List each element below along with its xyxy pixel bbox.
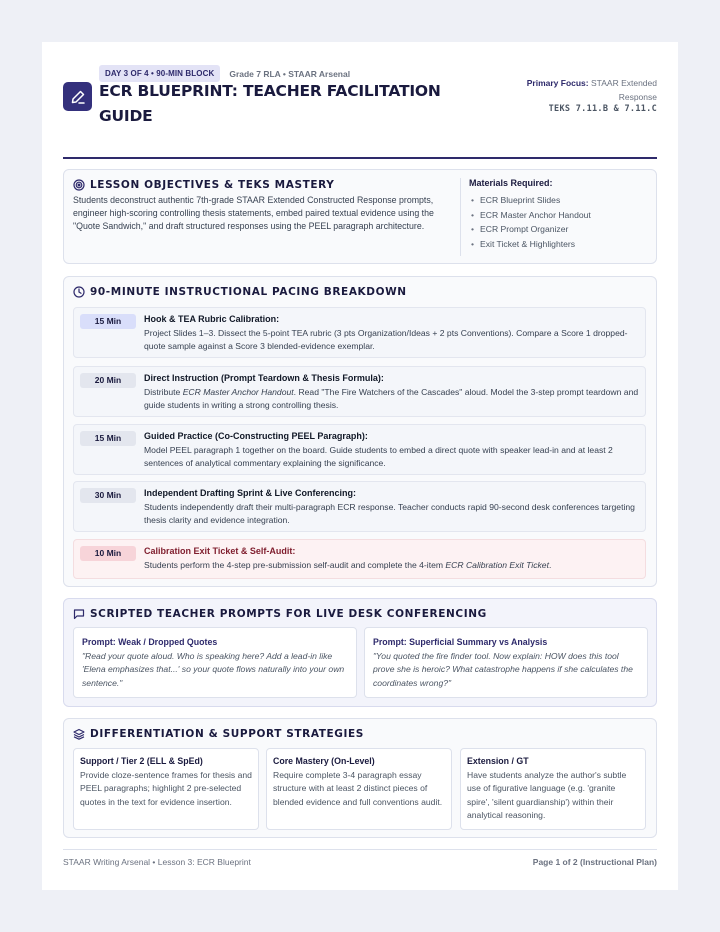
materials-title: Materials Required: [469, 178, 553, 188]
time-badge: 30 Min [80, 488, 136, 503]
time-badge: 15 Min [80, 314, 136, 329]
pen-icon [63, 82, 92, 111]
objectives-heading [73, 179, 451, 191]
pacing-title: 90-MINUTE INSTRUCTIONAL PACING BREAKDOWN [90, 286, 407, 298]
prompt-card [73, 627, 357, 698]
pacing-row-heading: Guided Practice (Co-Constructing PEEL Paragraph): [144, 431, 368, 441]
differentiation-card [63, 718, 657, 838]
page-title: ECR BLUEPRINT: TEACHER FACILITATION GUIDE [99, 82, 441, 125]
differentiation-title: DIFFERENTIATION & SUPPORT STRATEGIES [90, 728, 364, 740]
pacing-text [144, 545, 639, 572]
page-number: Page 1 of 2 (Instructional Plan) [532, 857, 657, 867]
objectives-card [63, 169, 657, 264]
objectives-main [73, 179, 451, 232]
prompts-card [63, 598, 657, 707]
differentiation-heading [73, 728, 364, 740]
layers-icon [73, 728, 85, 740]
teks-code: TEKS 7.11.B & 7.11.C [548, 104, 657, 114]
prompt-quote: "You quoted the fire finder tool. Now explain: HOW does this tool prove she is heroic? What catastrophe happens if she calculates the coordinates wrong?" [373, 651, 633, 688]
materials-list [469, 193, 648, 252]
materials-panel [460, 178, 648, 256]
strategy-card [73, 748, 259, 830]
pacing-row-body [144, 386, 639, 413]
pacing-row [73, 481, 646, 532]
prompts-title: SCRIPTED TEACHER PROMPTS FOR LIVE DESK CONFERENCING [90, 608, 487, 620]
pacing-text [144, 487, 639, 528]
pacing-row-heading: Direct Instruction (Prompt Teardown & Thesis Formula): [144, 373, 384, 383]
pacing-row [73, 366, 646, 417]
prompt-title: Prompt: Weak / Dropped Quotes [82, 637, 218, 647]
clock-icon [73, 286, 85, 298]
footer-label: STAAR Writing Arsenal • Lesson 3: ECR Blueprint [63, 857, 251, 867]
list-item: • ECR Prompt Organizer [469, 222, 648, 237]
objectives-description: Students deconstruct authentic 7th-grade STAAR Extended Constructed Response prompts, engineer high-scoring controlling thesis statements, embed paired textual evidence using the "Quote Sandwich," and draft structured responses using the PEEL paragraph architecture. [73, 195, 434, 231]
time-badge: 20 Min [80, 373, 136, 388]
strategy-body: Require complete 3-4 paragraph essay structure with at least 2 distinct pieces of blended evidence and full conventions audit. [273, 770, 443, 807]
pacing-row-heading: Hook & TEA Rubric Calibration: [144, 314, 280, 324]
pacing-text [144, 372, 639, 413]
pacing-row [73, 539, 646, 579]
objectives-title: LESSON OBJECTIVES & TEKS MASTERY [90, 179, 335, 191]
strategy-title: Core Mastery (On-Level) [273, 756, 375, 766]
body-text: . [548, 560, 552, 570]
exit-ticket-name: ECR Calibration Exit Ticket [445, 560, 549, 570]
strategy-body: Provide cloze-sentence frames for thesis and PEEL paragraphs; highlight 2 pre-selected quotes in the text for evidence insertion. [80, 770, 252, 807]
pacing-row [73, 307, 646, 358]
pacing-row-body: Students independently draft their multi-paragraph ECR response. Teacher conducts rapid 90-second desk conferences targeting thesis clarity and evidence integration. [144, 502, 635, 526]
pacing-row-body [144, 559, 639, 572]
time-badge: 15 Min [80, 431, 136, 446]
pacing-row-heading: Independent Drafting Sprint & Live Conferencing: [144, 488, 357, 498]
day-badge: DAY 3 OF 4 • 90-MIN BLOCK [99, 65, 220, 82]
body-text: Distribute [144, 387, 183, 397]
chat-icon [73, 608, 85, 620]
list-item: • Exit Ticket & Highlighters [469, 237, 648, 252]
document-page [42, 42, 678, 890]
primary-focus-value: STAAR Extended Response [591, 78, 657, 102]
handout-name: ECR Master Anchor Handout [182, 387, 294, 397]
primary-focus [487, 76, 657, 104]
prompt-title: Prompt: Superficial Summary vs Analysis [373, 637, 548, 647]
strategy-body: Have students analyze the author's subtle use of figurative language (e.g. 'granite spire', 'silent guardianship') within their analytical reasoning. [467, 770, 627, 820]
strategy-title: Support / Tier 2 (ELL & SpEd) [80, 756, 203, 766]
page-header [63, 63, 657, 159]
prompt-card [364, 627, 648, 698]
pacing-card [63, 276, 657, 587]
primary-focus-label: Primary Focus: [526, 78, 589, 88]
pacing-row-body: Model PEEL paragraph 1 together on the board. Guide students to embed a direct quote with speaker lead-in and at least 2 sentences of analytical commentary explaining the significance. [144, 445, 613, 469]
pacing-text [144, 313, 639, 354]
grade-tag: Grade 7 RLA • STAAR Arsenal [229, 68, 351, 79]
pacing-row-body: Project Slides 1–3. Dissect the 5-point TEA rubric (3 pts Organization/Ideas + 2 pts Conventions). Compare a Score 1 dropped-quote sample against a Score 3 blended-evidence exemplar. [144, 328, 628, 352]
body-text: Students perform the 4-step pre-submission self-audit and complete the 4-item [144, 560, 446, 570]
strategy-card [266, 748, 452, 830]
page-footer [63, 849, 657, 867]
prompts-heading [73, 608, 487, 620]
pacing-text [144, 430, 639, 471]
body-text: . Read "The Fire Watchers of the Cascades" aloud. Model the 3-step prompt teardown and guide students in writing a strong controlling thesis. [144, 387, 639, 411]
strategy-title: Extension / GT [467, 756, 529, 766]
page-content [63, 63, 657, 867]
target-icon [73, 179, 85, 191]
prompt-quote: "Read your quote aloud. Who is speaking here? Add a lead-in like 'Elena emphasizes that...' so your quote flows naturally into your own sentence." [82, 651, 345, 688]
list-item: • ECR Blueprint Slides [469, 193, 648, 208]
list-item: • ECR Master Anchor Handout [469, 208, 648, 223]
pacing-row [73, 424, 646, 475]
pacing-row-heading: Calibration Exit Ticket & Self-Audit: [144, 546, 296, 556]
strategy-card [460, 748, 646, 830]
pacing-heading [73, 286, 407, 298]
time-badge: 10 Min [80, 546, 136, 561]
